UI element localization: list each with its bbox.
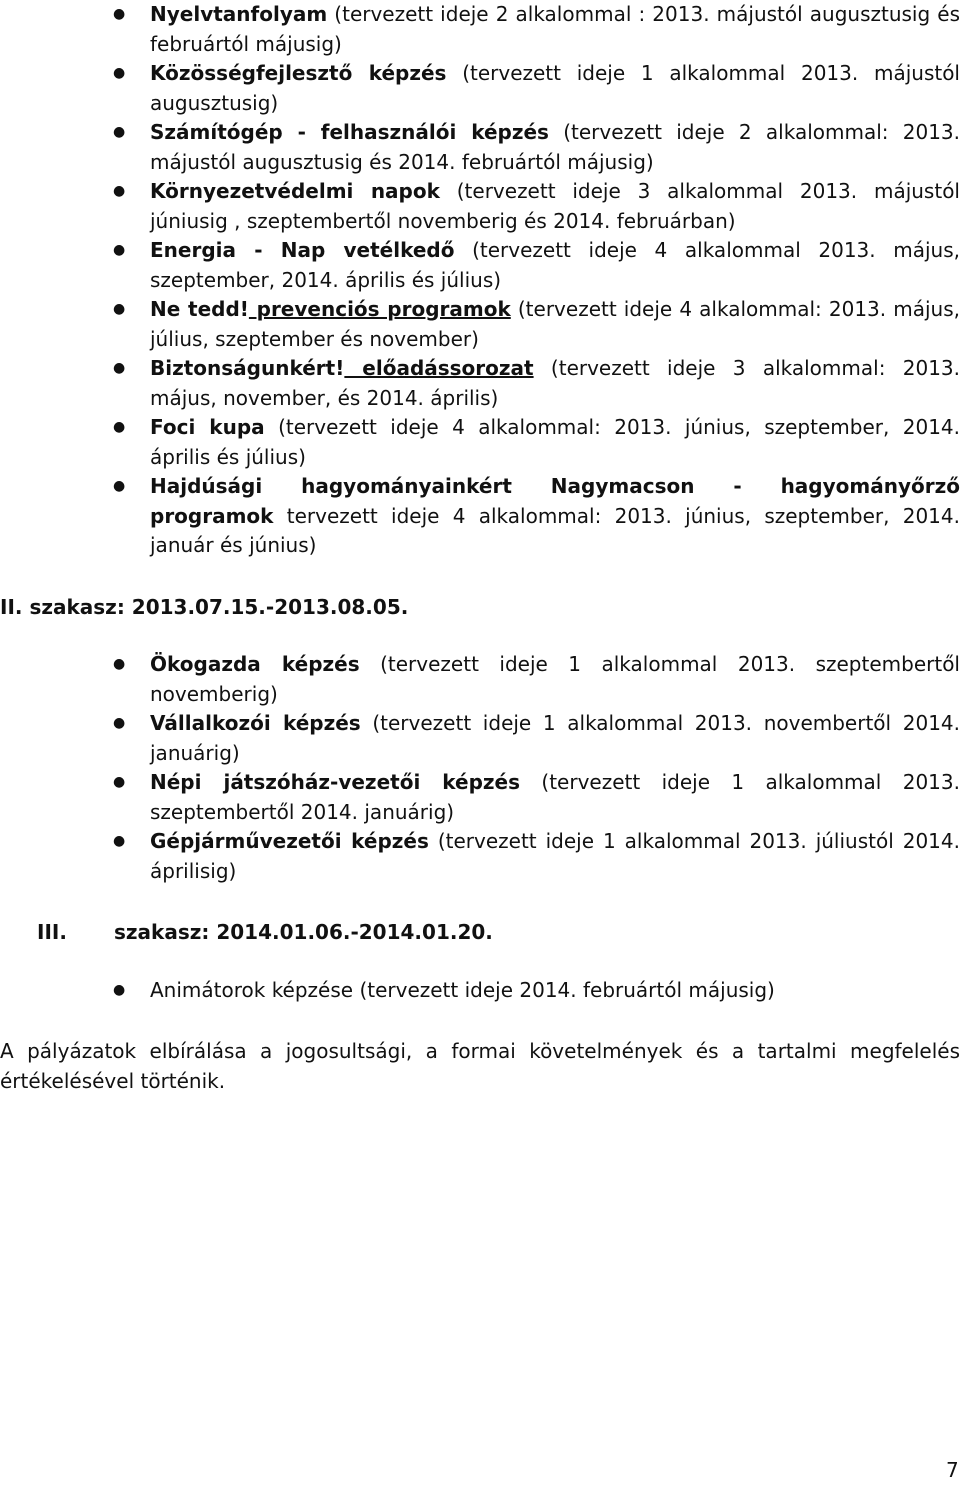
section-3-number: III. xyxy=(37,920,67,944)
list-item: ● Számítógép - felhasználói képzés (tervezett ideje 2 alkalommal: 2013. májustól augusztusig és 2014. februártól májusig) xyxy=(113,120,960,174)
program-list-section-3 xyxy=(0,976,960,1006)
bullet-icon: ● xyxy=(113,242,126,258)
list-item: ● Animátorok képzése (tervezett ideje 2014. februártól májusig) xyxy=(0,976,960,1006)
bullet-icon: ● xyxy=(113,124,126,140)
section-2-heading: II. szakasz: 2013.07.15.-2013.08.05. xyxy=(0,595,409,619)
bullet-icon: ● xyxy=(113,715,126,731)
list-item: ● Gépjárművezetői képzés (tervezett ideje 1 alkalommal 2013. júliustól 2014. áprilisig) xyxy=(113,829,960,883)
bullet-icon: ● xyxy=(113,419,126,435)
list-item: ● Közösségfejlesztő képzés (tervezett ideje 1 alkalommal 2013. májustól augusztusig) xyxy=(113,61,960,115)
list-item: ● Hajdúsági hagyományainkért Nagymacson - hagyományőrző programok tervezett ideje 4 alkalommal: 2013. június, szeptember, 2014. január és június) xyxy=(113,474,960,557)
list-item: ● Biztonságunkért! előadássorozat (tervezett ideje 3 alkalommal: 2013. május, november, és 2014. április) xyxy=(113,356,960,410)
page-number: 7 xyxy=(946,1458,959,1482)
bullet-icon: ● xyxy=(113,6,126,22)
bullet-icon: ● xyxy=(113,301,126,317)
bullet-icon: ● xyxy=(113,183,126,199)
program-list-section-2 xyxy=(0,650,960,886)
closing-paragraph: A pályázatok elbírálása a jogosultsági, a formai követelmények és a tartalmi megfelelés értékelésével történik. xyxy=(0,1039,960,1093)
list-item: ● Nyelvtanfolyam (tervezett ideje 2 alkalommal : 2013. májustól augusztusig és februártól májusig) xyxy=(113,2,960,56)
bullet-icon: ● xyxy=(113,360,126,376)
program-list-section-1 xyxy=(0,0,960,561)
section-3-title: szakasz: 2014.01.06.-2014.01.20. xyxy=(114,920,493,944)
list-item: ● Ne tedd! prevenciós programok (tervezett ideje 4 alkalommal: 2013. május, július, szeptember és november) xyxy=(113,297,960,351)
list-item: ● Ökogazda képzés (tervezett ideje 1 alkalommal 2013. szeptembertől novemberig) xyxy=(113,652,960,706)
bullet-icon: ● xyxy=(113,982,126,998)
bullet-icon: ● xyxy=(113,65,126,81)
bullet-icon: ● xyxy=(113,833,126,849)
list-item: ● Energia - Nap vetélkedő (tervezett ideje 4 alkalommal 2013. május, szeptember, 2014. április és július) xyxy=(113,238,960,292)
list-item: ● Népi játszóház-vezetői képzés (tervezett ideje 1 alkalommal 2013. szeptembertől 2014. januárig) xyxy=(113,770,960,824)
list-item: ● Vállalkozói képzés (tervezett ideje 1 alkalommal 2013. novembertől 2014. januárig) xyxy=(113,711,960,765)
list-item: ● Foci kupa (tervezett ideje 4 alkalommal: 2013. június, szeptember, 2014. április és július) xyxy=(113,415,960,469)
bullet-icon: ● xyxy=(113,774,126,790)
bullet-icon: ● xyxy=(113,478,126,494)
list-item: ● Környezetvédelmi napok (tervezett ideje 3 alkalommal 2013. májustól júniusig , szeptembertől novemberig és 2014. februárban) xyxy=(113,179,960,233)
bullet-icon: ● xyxy=(113,656,126,672)
